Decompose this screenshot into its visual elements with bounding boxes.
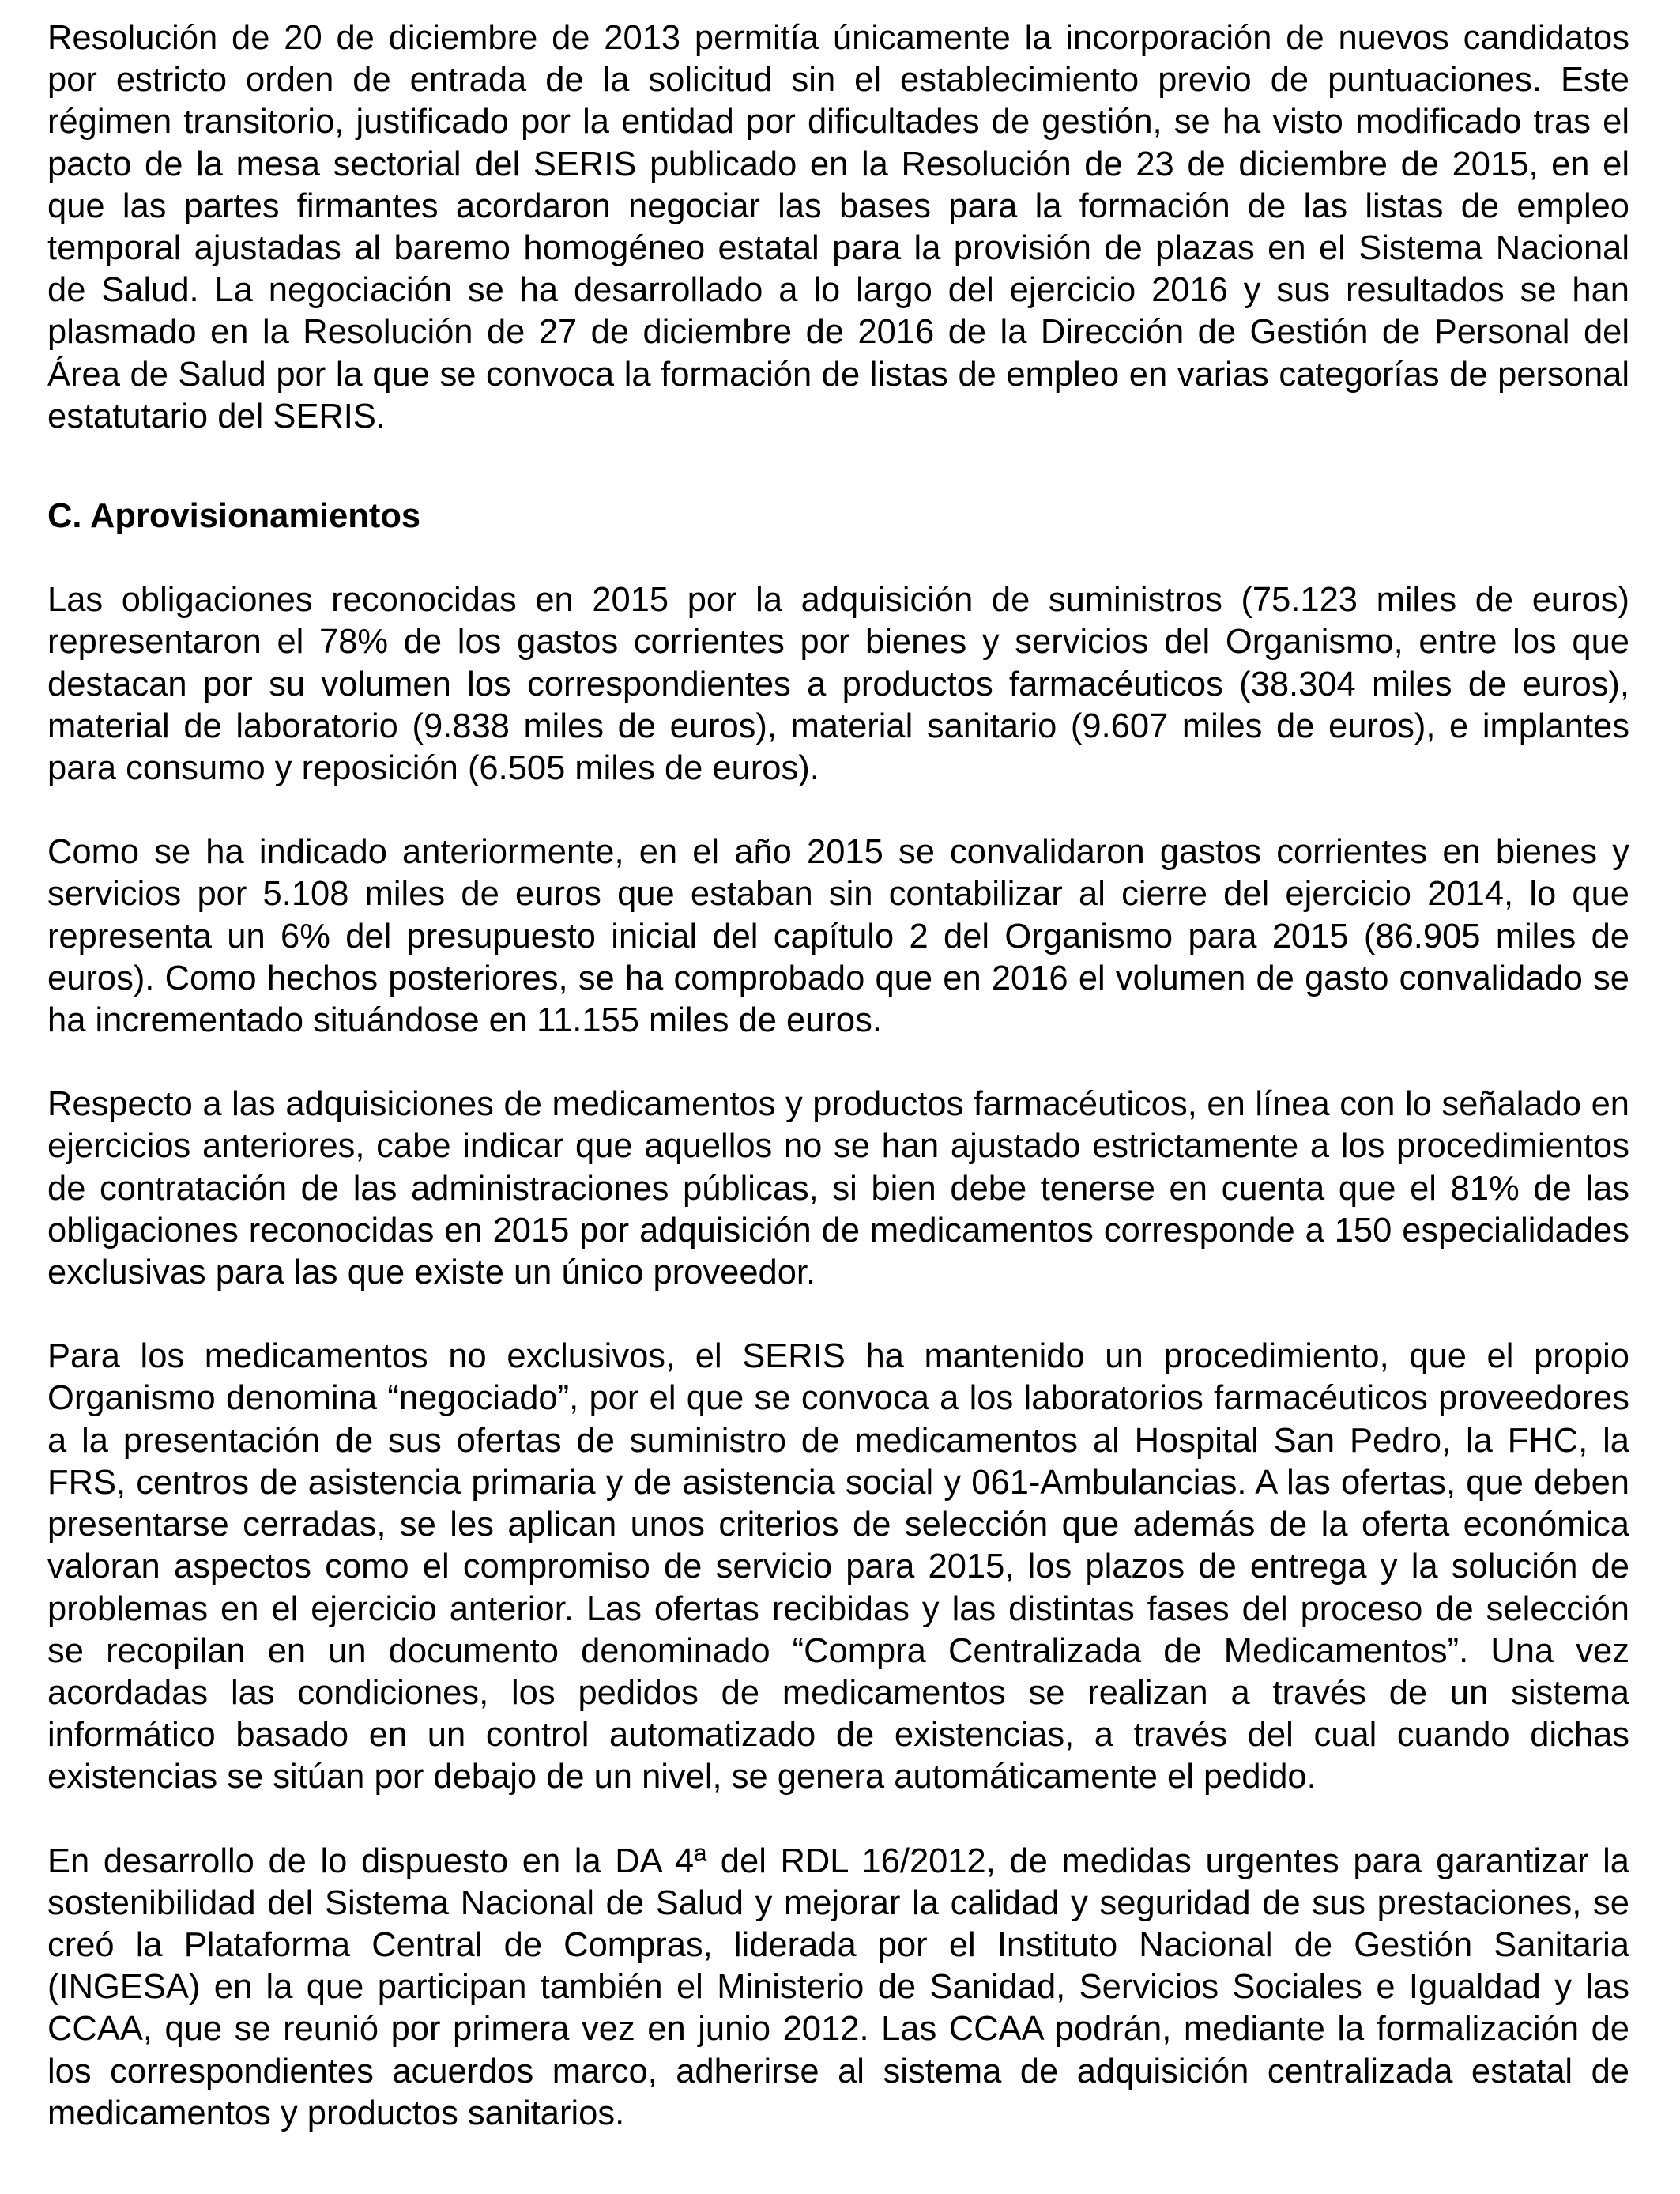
paragraph-spacer: [47, 438, 1629, 480]
paragraph-spacer: [47, 790, 1629, 831]
paragraph-no-exclusivos: Para los medicamentos no exclusivos, el SERIS ha mantenido un procedimiento, que el propio Organismo denomina “negociado”, por el que se convoca a los laboratorios farmacéuticos proveedores a la presentación de sus ofertas de suministro de medicamentos al Hospital San Pedro, la FHC, la FRS, centros de asistencia primaria y de asistencia social y 061-Ambulancias. A las ofertas, que deben presentarse cerradas, se les aplican unos criterios de selección que además de la oferta económica valoran aspectos como el compromiso de servicio para 2015, los plazos de entrega y la solución de problemas en el ejercicio anterior. Las ofertas recibidas y las distintas fases del proceso de selección se recopilan en un documento denominado “Compra Centralizada de Medicamentos”. Una vez acordadas las condiciones, los pedidos de medicamentos se realizan a través de un sistema informático basado en un control automatizado de existencias, a través del cual cuando dichas existencias se sitúan por debajo de un nivel, se genera automáticamente el pedido.: [47, 1337, 1629, 1796]
paragraph-spacer: [47, 1799, 1629, 1841]
intro-paragraph: Resolución de 20 de diciembre de 2013 permitía únicamente la incorporación de nuevos candidatos por estricto orden de entrada de la solicitud sin el establecimiento previo de puntuaciones. Este régimen transitorio, justificado por la entidad por dificultades de gestión, se ha visto modificado tras el pacto de la mesa sectorial del SERIS publicado en la Resolución de 23 de diciembre de 2015, en el que las partes firmantes acordaron negociar las bases para la formación de las listas de empleo temporal ajustadas al baremo homogéneo estatal para la provisión de plazas en el Sistema Nacional de Salud. La negociación se ha desarrollado a lo largo del ejercicio 2016 y sus resultados se han plasmado en la Resolución de 27 de diciembre de 2016 de la Dirección de Gestión de Personal del Área de Salud por la que se convoca la formación de listas de empleo en varias categorías de personal estatutario del SERIS.: [47, 19, 1629, 435]
paragraph-medicamentos: Respecto a las adquisiciones de medicamentos y productos farmacéuticos, en línea con lo señalado en ejercicios anteriores, cabe indicar que aquellos no se han ajustado estrictamente a los procedimientos de contratación de las administraciones públicas, si bien debe tenerse en cuenta que el 81% de las obligaciones reconocidas en 2015 por adquisición de medicamentos corresponde a 150 especialidades exclusivas para las que existe un único proveedor.: [47, 1085, 1629, 1292]
paragraph-convalidaciones: Como se ha indicado anteriormente, en el año 2015 se convalidaron gastos corrientes en bienes y servicios por 5.108 miles de euros que estaban sin contabilizar al cierre del ejercicio 2014, lo que representa un 6% del presupuesto inicial del capítulo 2 del Organismo para 2015 (86.905 miles de euros). Como hechos posteriores, se ha comprobado que en 2016 el volumen de gasto convalidado se ha incrementado situándose en 11.155 miles de euros.: [47, 833, 1629, 1040]
document-page: [47, 17, 1629, 2135]
paragraph-spacer: [47, 1042, 1629, 1084]
paragraph-suministros: Las obligaciones reconocidas en 2015 por la adquisición de suministros (75.123 miles de euros) representaron el 78% de los gastos corrientes por bienes y servicios del Organismo, entre los que destacan por su volumen los correspondientes a productos farmacéuticos (38.304 miles de euros), material de laboratorio (9.838 miles de euros), material sanitario (9.607 miles de euros), e implantes para consumo y reposición (6.505 miles de euros).: [47, 581, 1629, 788]
paragraph-spacer: [47, 480, 1629, 496]
paragraph-spacer: [47, 537, 1629, 579]
paragraph-spacer: [47, 1294, 1629, 1336]
paragraph-plataforma-compras: En desarrollo de lo dispuesto en la DA 4ª del RDL 16/2012, de medidas urgentes para garantizar la sostenibilidad del Sistema Nacional de Salud y mejorar la calidad y seguridad de sus prestaciones, se creó la Plataforma Central de Compras, liderada por el Instituto Nacional de Gestión Sanitaria (INGESA) en la que participan también el Ministerio de Sanidad, Servicios Sociales e Igualdad y las CCAA, que se reunió por primera vez en junio 2012. Las CCAA podrán, mediante la formalización de los correspondientes acuerdos marco, adherirse al sistema de adquisición centralizada estatal de medicamentos y productos sanitarios.: [47, 1842, 1629, 2132]
section-heading: C. Aprovisionamientos: [47, 497, 421, 536]
